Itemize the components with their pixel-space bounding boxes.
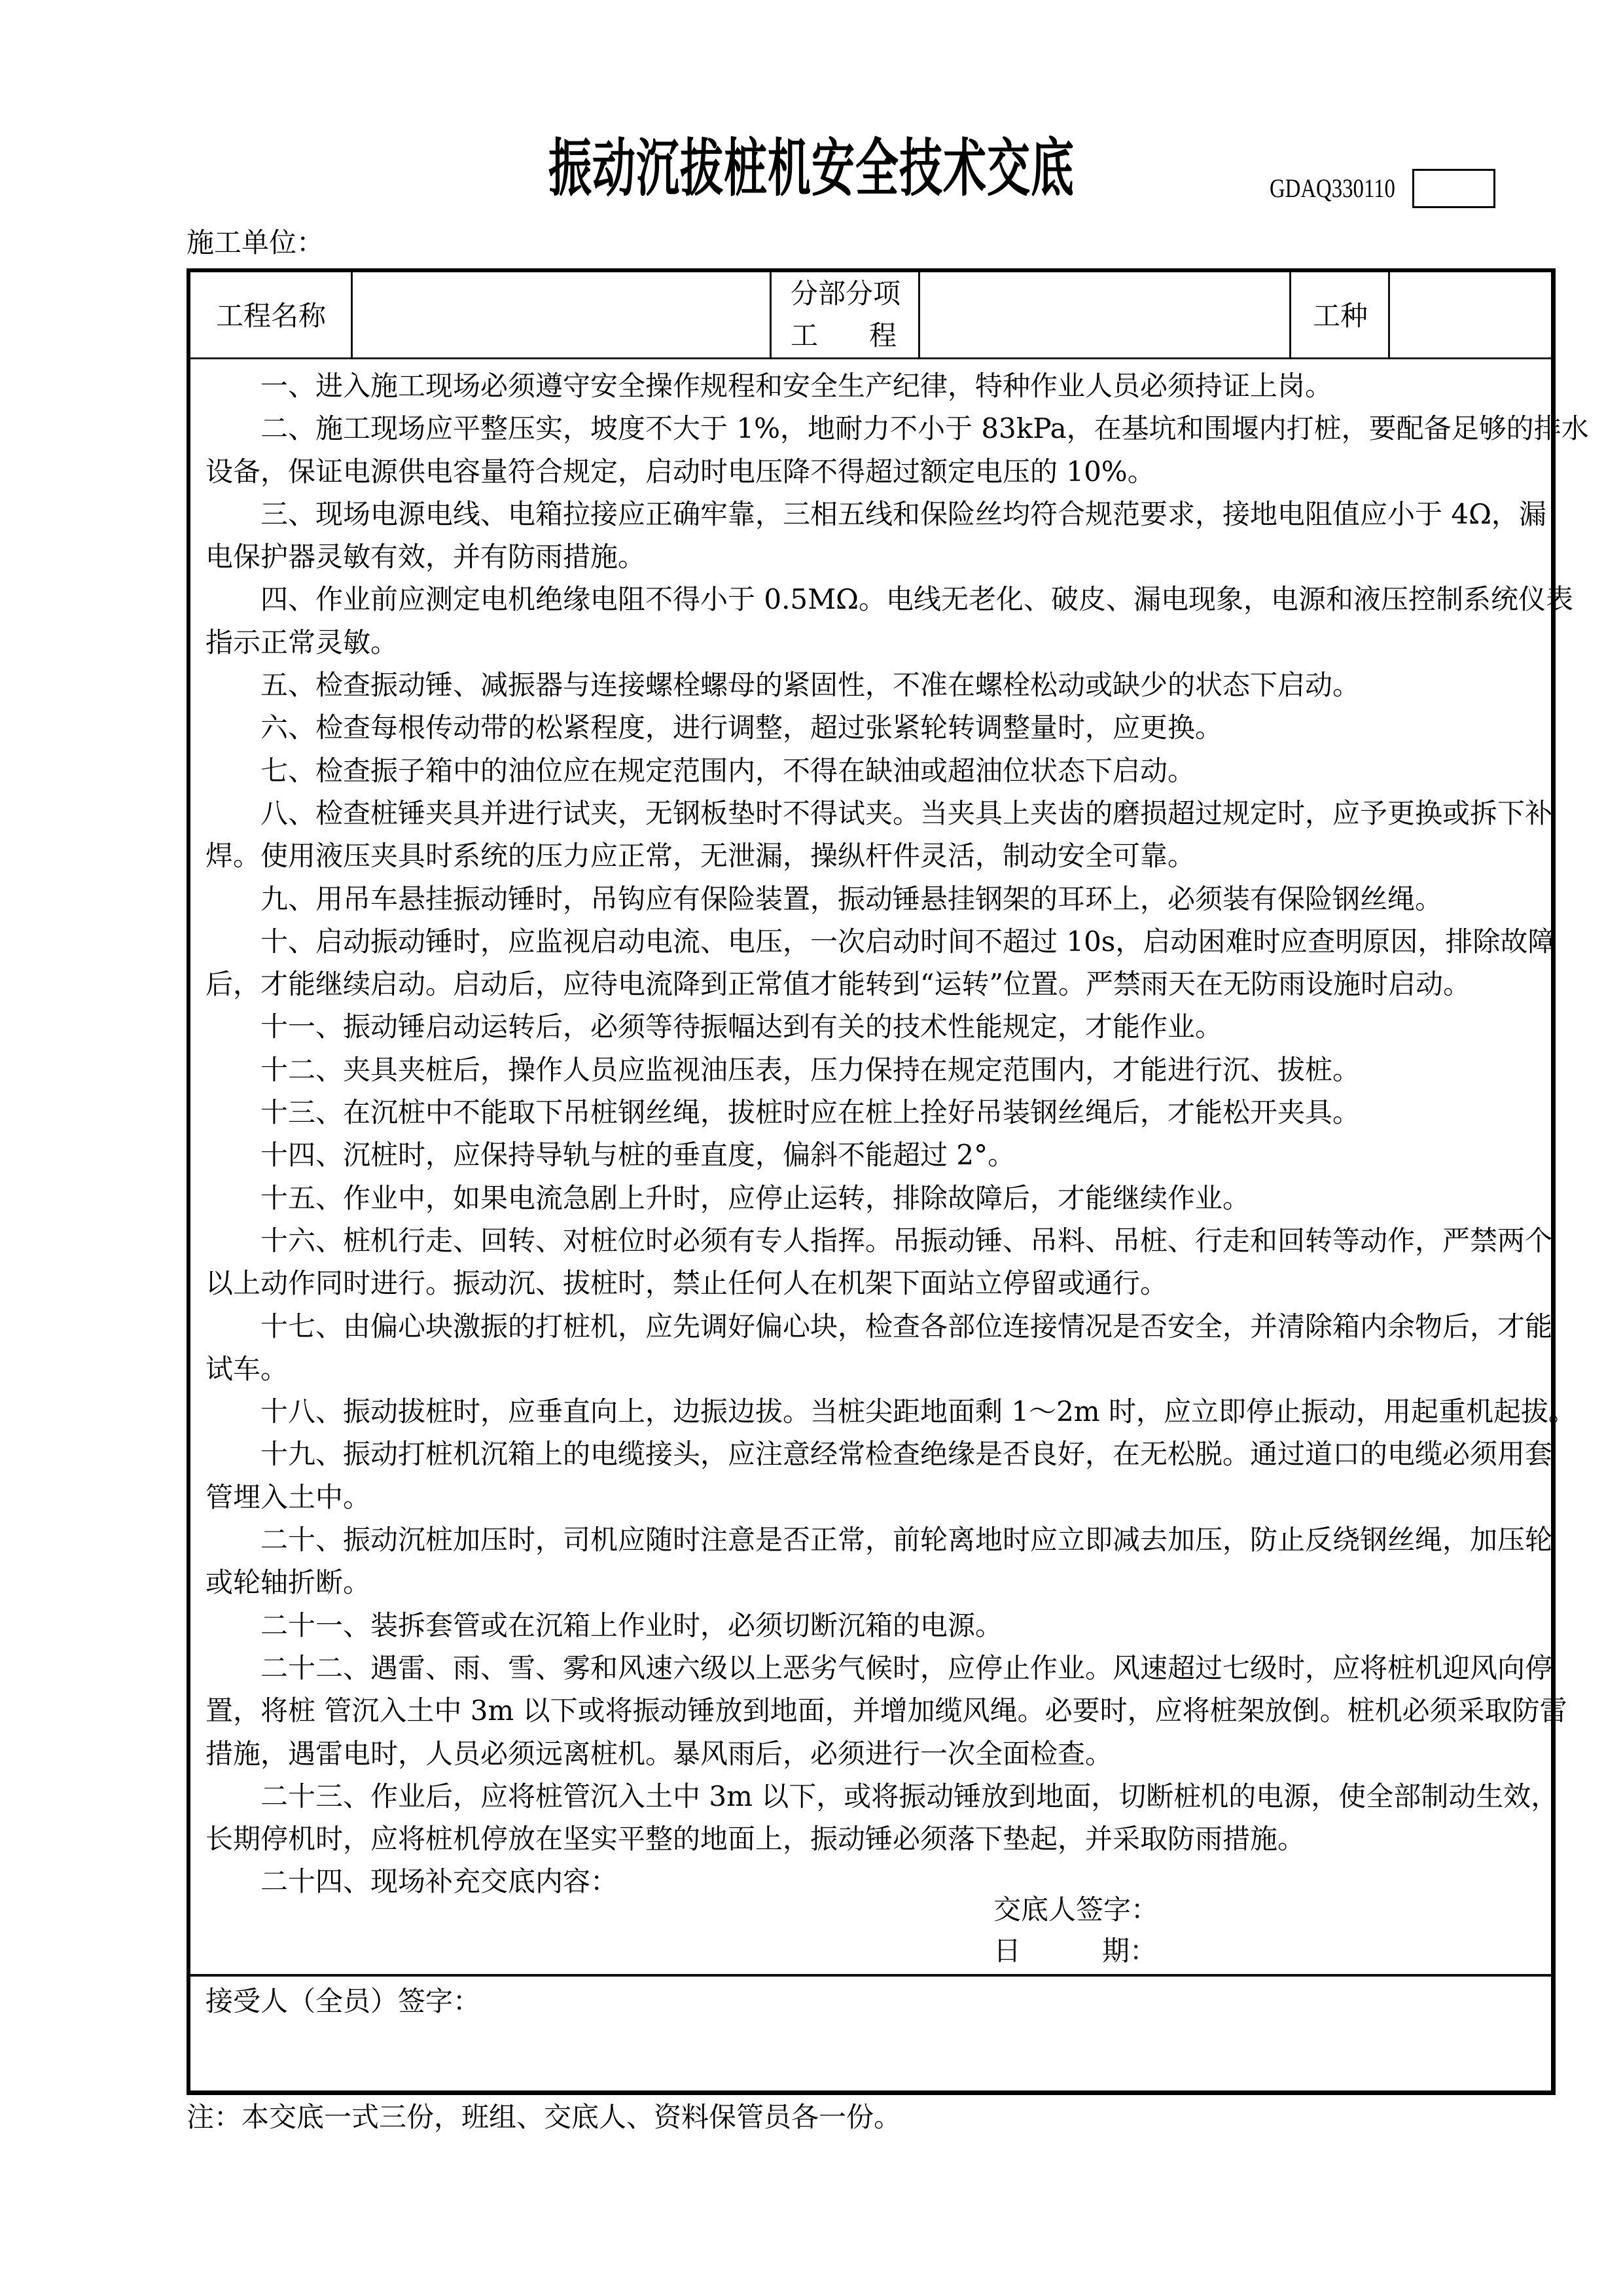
content-line: 十九、振动打桩机沉箱上的电缆接头，应注意经常检查绝缘是否良好，在无松脱。通过道口的电缆必须用套 <box>260 1438 1553 1471</box>
content-line: 十七、由偏心块激振的打桩机，应先调好偏心块，检查各部位连接情况是否安全，并清除箱内余物后，才能 <box>260 1310 1553 1342</box>
footnote: 注：本交底一式三份，班组、交底人、资料保管员各一份。 <box>187 2101 902 2133</box>
content-line: 四、作业前应测定电机绝缘电阻不得小于 0.5MΩ。电线无老化、破皮、漏电现象，电源和液压控制系统仪表 <box>260 583 1573 616</box>
content-line: 管埋入土中。 <box>205 1480 371 1513</box>
content-line: 指示正常灵敏。 <box>205 626 399 658</box>
project-name-label: 工程名称 <box>216 300 327 332</box>
content-line: 焊。使用液压夹具时系统的压力应正常，无泄漏，操纵杆件灵活，制动安全可靠。 <box>205 840 1196 872</box>
construction-unit-label: 施工单位： <box>187 226 325 259</box>
discloser-signature-label: 交底人签字： <box>993 1893 1159 1926</box>
sub-project-field[interactable] <box>920 272 1289 357</box>
content-line: 或轮轴折断。 <box>205 1566 371 1599</box>
content-line: 后，才能继续启动。启动后，应待电流降到正常值才能转到“运转”位置。严禁雨天在无防雨设施时启动。 <box>205 968 1471 1001</box>
content-line: 二、施工现场应平整压实，坡度不大于 1%，地耐力不小于 83kPa，在基坑和围堰内打桩，要配备足够的排水 <box>260 412 1589 445</box>
sub-project-label-line2-a: 工 <box>791 319 819 351</box>
receiver-signature-label: 接受人（全员）签字： <box>205 1985 481 2017</box>
content-line: 一、进入施工现场必须遵守安全操作规程和安全生产纪律，特种作业人员必须持证上岗。 <box>260 370 1333 402</box>
content-line: 二十四、现场补充交底内容： <box>260 1865 618 1898</box>
content-line: 以上动作同时进行。振动沉、拔桩时，禁止任何人在机架下面站立停留或通行。 <box>205 1267 1168 1300</box>
sub-project-label-line2-b: 程 <box>869 319 897 351</box>
content-line: 二十二、遇雷、雨、雪、雾和风速六级以上恶劣气候时，应停止作业。风速超过七级时，应将桩机迎风向停 <box>260 1651 1553 1684</box>
content-line: 七、检查振子箱中的油位应在规定范围内，不得在缺油或超油位状态下启动。 <box>260 754 1196 787</box>
content-line: 九、用吊车悬挂振动锤时，吊钩应有保险装置，振动锤悬挂钢架的耳环上，必须装有保险钢丝绳。 <box>260 882 1443 915</box>
receiver-signature-field[interactable] <box>190 1977 1551 2088</box>
content-line: 十五、作业中，如果电流急剧上升时，应停止运转，排除故障后，才能继续作业。 <box>260 1181 1251 1214</box>
disclosure-content <box>205 365 1589 1903</box>
content-line: 十六、桩机行走、回转、对桩位时必须有专人指挥。吊振动锤、吊料、吊桩、行走和回转等动作，严禁两个 <box>260 1224 1553 1257</box>
sub-project-label-line1: 分部分项 <box>791 278 901 310</box>
disclosure-date-label <box>993 1935 1157 1967</box>
work-type-label: 工种 <box>1313 300 1368 332</box>
content-line: 十、启动振动锤时，应监视启动电流、电压，一次启动时间不超过 10s，启动困难时应查明原因，排除故障 <box>260 925 1556 958</box>
content-line: 二十三、作业后，应将桩管沉入土中 3m 以下，或将振动锤放到地面，切断桩机的电源，使全部制动生效， <box>260 1780 1559 1812</box>
content-line: 十二、夹具夹桩后，操作人员应监视油压表，压力保持在规定范围内，才能进行沉、拔桩。 <box>260 1053 1361 1086</box>
date-label-day: 日 <box>993 1935 1022 1967</box>
document-title: 振动沉拔桩机安全技术交底 <box>548 132 1075 206</box>
content-line: 三、现场电源电线、电箱拉接应正确牢靠，三相五线和保险丝均符合规范要求，接地电阻值应小于 4Ω，漏 <box>260 497 1546 530</box>
content-line: 六、检查每根传动带的松紧程度，进行调整，超过张紧轮转调整量时，应更换。 <box>260 711 1223 744</box>
work-type-field[interactable] <box>1390 272 1550 357</box>
content-line: 设备，保证电源供电容量符合规定，启动时电压降不得超过额定电压的 10%。 <box>205 455 1155 488</box>
content-line: 十四、沉桩时，应保持导轨与桩的垂直度，偏斜不能超过 2°。 <box>260 1139 1016 1172</box>
project-name-field[interactable] <box>353 272 770 357</box>
content-line: 电保护器灵敏有效，并有防雨措施。 <box>205 541 646 573</box>
content-line: 二十、振动沉桩加压时，司机应随时注意是否正常，前轮离地时应立即减去加压，防止反绕钢丝绳，加压轮 <box>260 1524 1553 1556</box>
code-suffix-box[interactable] <box>1412 169 1495 208</box>
content-line: 十八、振动拔桩时，应垂直向上，边振边拔。当桩尖距地面剩 1～2m 时，应立即停止振动，用起重机起拔。 <box>260 1395 1576 1428</box>
content-line: 二十一、装拆套管或在沉箱上作业时，必须切断沉箱的电源。 <box>260 1609 1003 1641</box>
disclosure-table <box>187 268 1589 2095</box>
header-row <box>190 272 1551 359</box>
content-line: 八、检查桩锤夹具并进行试夹，无钢板垫时不得试夹。当夹具上夹齿的磨损超过规定时，应予更换或拆下补 <box>260 797 1553 829</box>
content-line: 长期停机时，应将桩机停放在坚实平整的地面上，振动锤必须落下垫起，并采取防雨措施。 <box>205 1823 1306 1856</box>
content-line: 措施，遇雷电时，人员必须远离桩机。暴风雨后，必须进行一次全面检查。 <box>205 1737 1113 1770</box>
content-line: 试车。 <box>205 1352 289 1385</box>
content-line: 十一、振动锤启动运转后，必须等待振幅达到有关的技术性能规定，才能作业。 <box>260 1011 1223 1043</box>
document-code: GDAQ330110 <box>1270 173 1395 203</box>
column-divider <box>770 272 772 359</box>
column-divider <box>1289 272 1291 359</box>
date-label-period: 期： <box>1102 1935 1158 1967</box>
content-line: 十三、在沉桩中不能取下吊桩钢丝绳，拔桩时应在桩上拴好吊装钢丝绳后，才能松开夹具。 <box>260 1096 1361 1129</box>
content-line: 五、检查振动锤、减振器与连接螺栓螺母的紧固性，不准在螺栓松动或缺少的状态下启动。 <box>260 669 1361 702</box>
content-line: 置，将桩 管沉入土中 3m 以下或将振动锤放到地面，并增加缆风绳。必要时，应将桩架放倒。桩机必须采取防雷 <box>205 1695 1567 1727</box>
